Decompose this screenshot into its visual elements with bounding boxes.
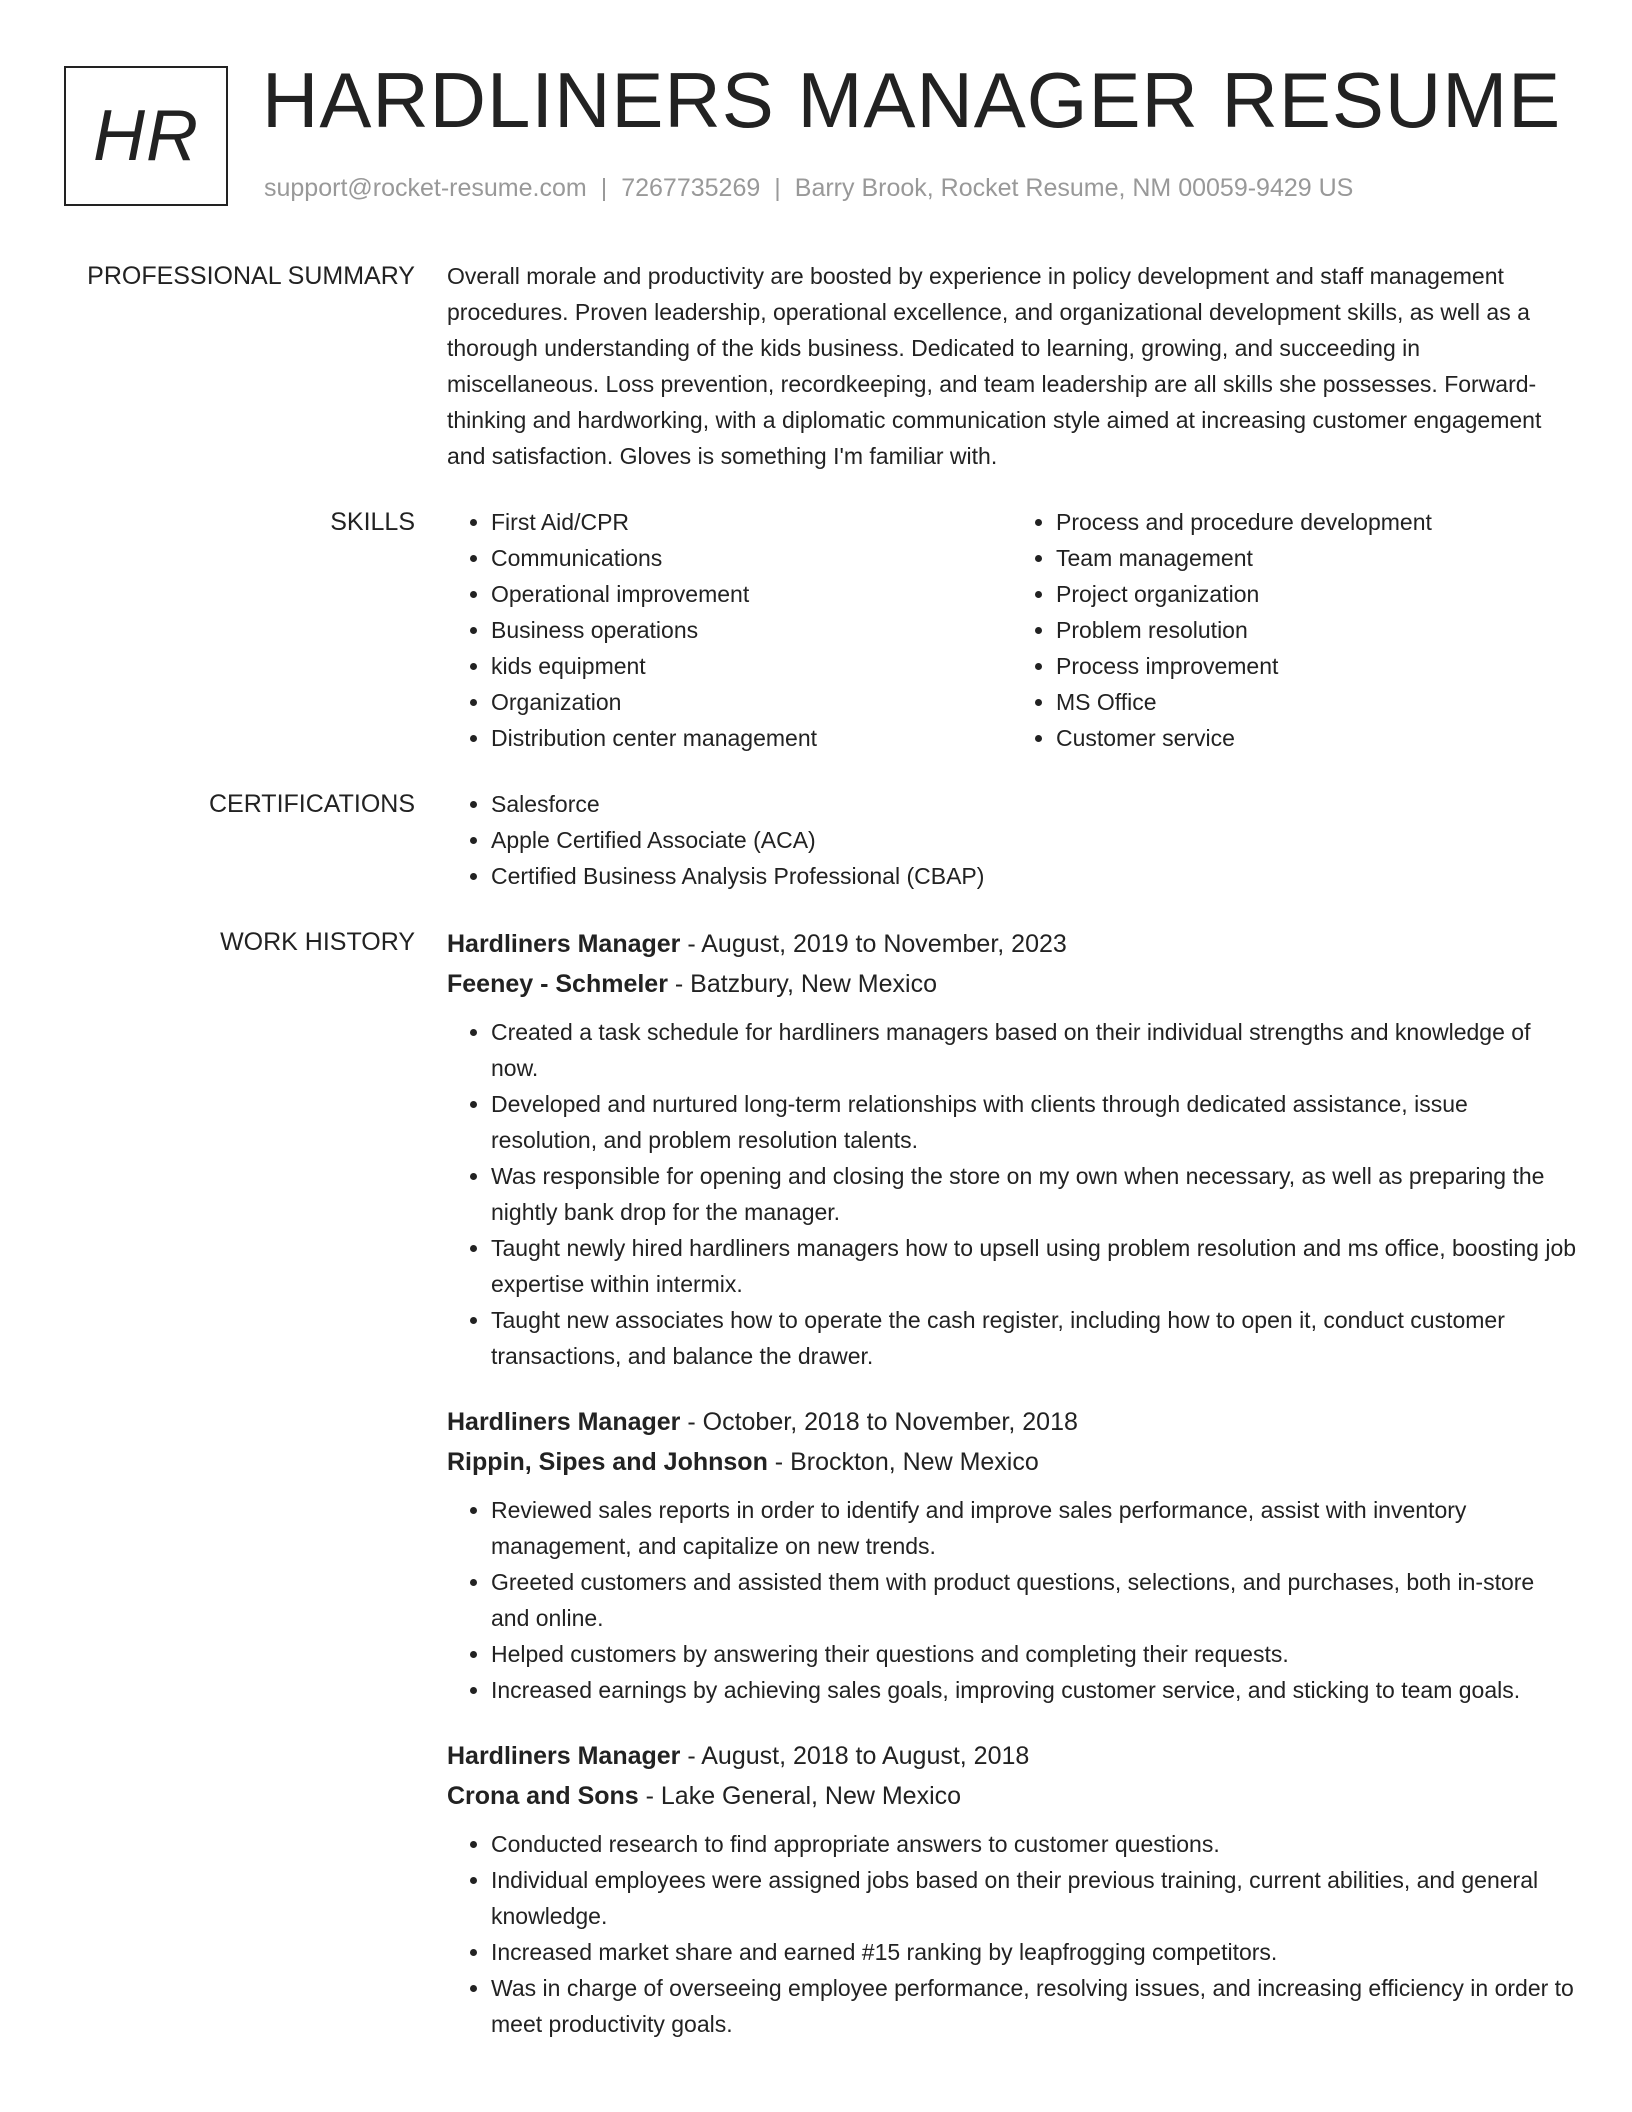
skills-section <box>0 504 1632 756</box>
monogram-text: HR <box>93 96 199 176</box>
job-title: Hardliners Manager <box>447 930 681 958</box>
job-bullet: • Increased market share and earned #15 ranking by leapfrogging competitors. <box>491 1934 1577 1970</box>
monogram-box <box>64 66 228 206</box>
job-bullet: • Created a task schedule for hardliners managers based on their individual strengths and knowledge of now. <box>491 1014 1577 1086</box>
contact-phone: 7267735269 <box>621 174 761 202</box>
skills-column-right <box>1012 504 1577 756</box>
skill-item: • Distribution center management <box>491 720 1012 756</box>
job-company: Feeney - Schmeler <box>447 970 668 998</box>
job-title-line <box>447 1402 1577 1442</box>
skills-column-left <box>447 504 1012 756</box>
skill-item: • Customer service <box>1056 720 1577 756</box>
certifications-list <box>447 786 1577 894</box>
job-location: - Batzbury, New Mexico <box>667 970 937 998</box>
job-company-line <box>447 1776 1577 1816</box>
skill-item: • Organization <box>491 684 1012 720</box>
job-bullet: • Reviewed sales reports in order to identify and improve sales performance, assist with inventory management, and capitalize on new trends. <box>491 1492 1577 1564</box>
job-bullet: • Taught newly hired hardliners managers how to upsell using problem resolution and ms office, boosting job expertise within intermix. <box>491 1230 1577 1302</box>
job-bullet: • Taught new associates how to operate the cash register, including how to open it, conduct customer transactions, and balance the drawer. <box>491 1302 1577 1374</box>
job-title-line <box>447 1736 1577 1776</box>
job-title: Hardliners Manager <box>447 1408 681 1436</box>
certifications-body <box>447 786 1577 894</box>
skill-item: • Team management <box>1056 540 1577 576</box>
job-bullet: • Helped customers by answering their questions and completing their requests. <box>491 1636 1577 1672</box>
job-title: Hardliners Manager <box>447 1742 681 1770</box>
job-company-line <box>447 964 1577 1004</box>
job-bullet: • Was in charge of overseeing employee performance, resolving issues, and increasing efficiency in order to meet productivity goals. <box>491 1970 1577 2042</box>
work-history-section <box>0 924 1632 2070</box>
certification-item: • Apple Certified Associate (ACA) <box>491 822 1577 858</box>
certifications-section <box>0 786 1632 894</box>
summary-label: PROFESSIONAL SUMMARY <box>87 262 415 290</box>
certification-item: • Salesforce <box>491 786 1577 822</box>
work-history-label: WORK HISTORY <box>220 928 415 956</box>
skill-item: • Problem resolution <box>1056 612 1577 648</box>
job-dates: - August, 2018 to August, 2018 <box>680 1742 1030 1770</box>
job-bullet: • Was responsible for opening and closing the store on my own when necessary, as well as preparing the nightly bank drop for the manager. <box>491 1158 1577 1230</box>
resume-body <box>0 258 1632 2100</box>
job-location: - Lake General, New Mexico <box>638 1782 962 1810</box>
skill-item: • Process and procedure development <box>1056 504 1577 540</box>
certifications-label: CERTIFICATIONS <box>208 790 415 818</box>
skill-item: • Project organization <box>1056 576 1577 612</box>
job-company: Rippin, Sipes and Johnson <box>447 1448 768 1476</box>
summary-section <box>0 258 1632 474</box>
work-history-body <box>447 924 1577 2070</box>
job-bullet: • Greeted customers and assisted them with product questions, selections, and purchases, both in-store and online. <box>491 1564 1577 1636</box>
job-bullet: • Increased earnings by achieving sales goals, improving customer service, and sticking to team goals. <box>491 1672 1577 1708</box>
contact-address: Barry Brook, Rocket Resume, NM 00059-9429 US <box>794 174 1354 202</box>
skill-item: • MS Office <box>1056 684 1577 720</box>
contact-separator: | <box>774 174 781 202</box>
job-company-line <box>447 1442 1577 1482</box>
job-dates: - October, 2018 to November, 2018 <box>680 1408 1078 1436</box>
certification-item: • Certified Business Analysis Professional (CBAP) <box>491 858 1577 894</box>
job-bullet: • Developed and nurtured long-term relationships with clients through dedicated assistance, issue resolution, and problem resolution talents. <box>491 1086 1577 1158</box>
job-entry <box>447 1402 1577 1708</box>
contact-separator: | <box>600 174 608 202</box>
skill-item: • Business operations <box>491 612 1012 648</box>
job-dates: - August, 2019 to November, 2023 <box>680 930 1067 958</box>
job-bullets <box>447 1492 1577 1708</box>
job-bullets <box>447 1826 1577 2042</box>
job-bullet: • Conducted research to find appropriate answers to customer questions. <box>491 1826 1577 1862</box>
skill-item: • Process improvement <box>1056 648 1577 684</box>
job-title-line <box>447 924 1577 964</box>
job-entry <box>447 1736 1577 2042</box>
contact-line <box>264 174 1353 203</box>
skills-label: SKILLS <box>330 508 415 536</box>
job-entry <box>447 924 1577 1374</box>
skill-item: • kids equipment <box>491 648 1012 684</box>
job-location: - Brockton, New Mexico <box>767 1448 1039 1476</box>
resume-title: HARDLINERS MANAGER RESUME <box>262 56 1562 144</box>
skill-item: • Operational improvement <box>491 576 1012 612</box>
job-bullets <box>447 1014 1577 1374</box>
contact-email: support@rocket-resume.com <box>264 174 587 202</box>
skill-item: • First Aid/CPR <box>491 504 1012 540</box>
skill-item: • Communications <box>491 540 1012 576</box>
summary-text: Overall morale and productivity are boosted by experience in policy development and staff management procedures. Proven leadership, operational excellence, and organizational development skills, as well as a thorough understanding of the kids business. Dedicated to learning, growing, and succeeding in miscellaneous. Loss prevention, recordkeeping, and team leadership are all skills she possesses. Forward-thinking and hardworking, with a diplomatic communication style aimed at increasing customer engagement and satisfaction. Gloves is something I'm familiar with. <box>447 263 1542 469</box>
job-company: Crona and Sons <box>447 1782 639 1810</box>
skills-list <box>447 504 1577 756</box>
job-bullet: • Individual employees were assigned jobs based on their previous training, current abilities, and general knowledge. <box>491 1862 1577 1934</box>
